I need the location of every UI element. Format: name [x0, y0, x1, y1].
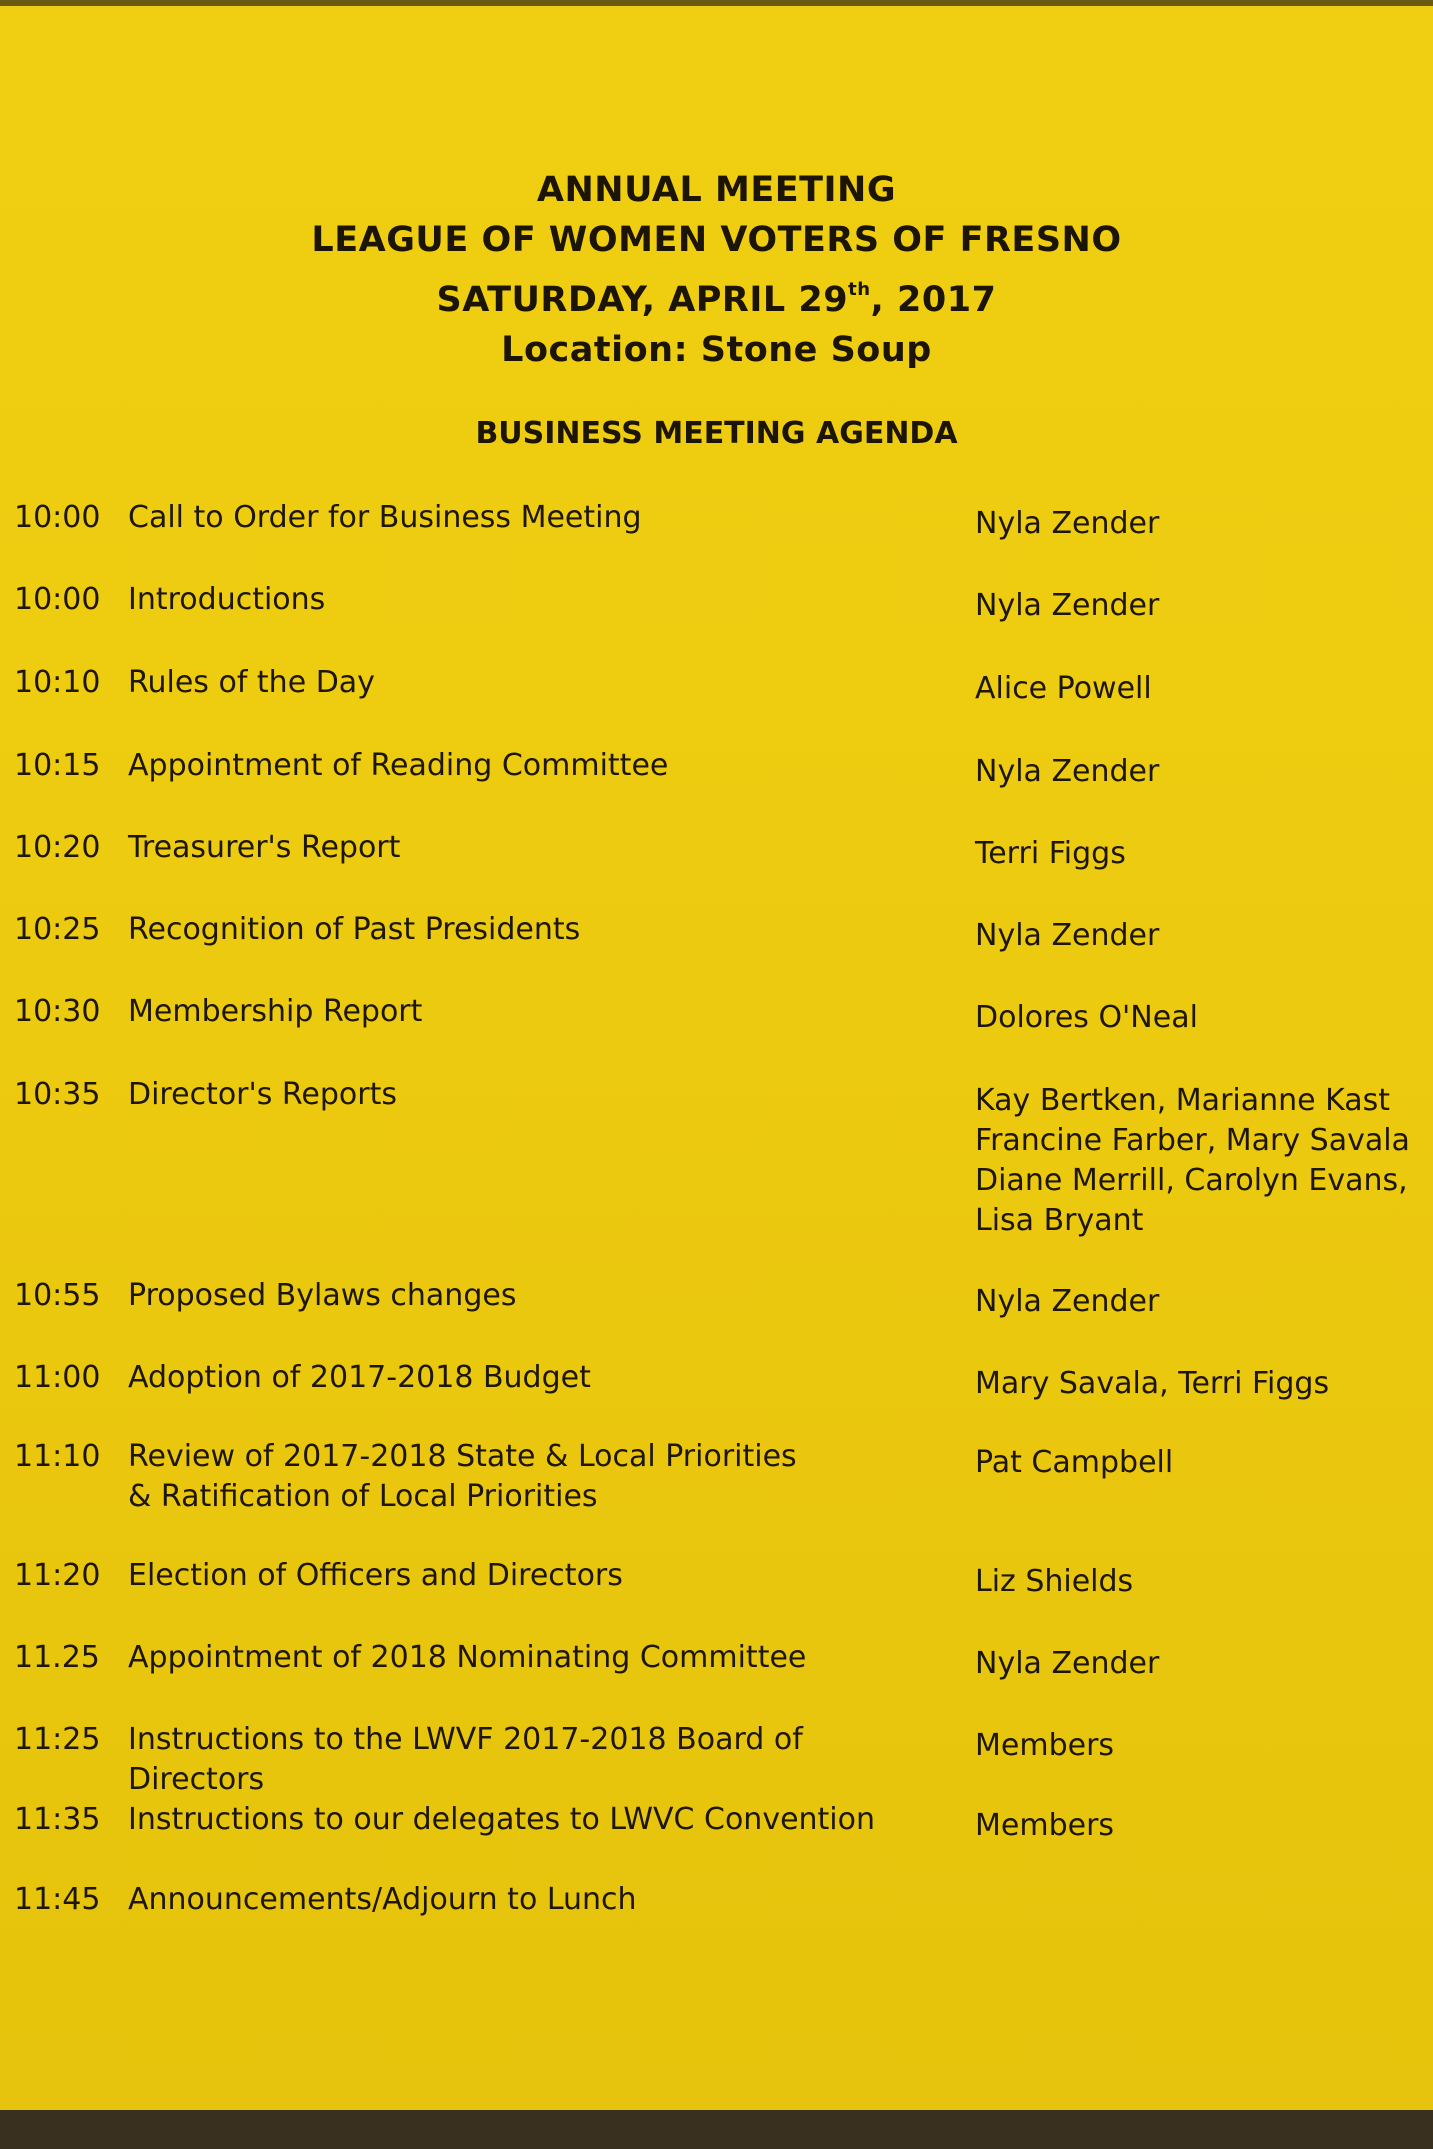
- agenda-presenter: Members: [975, 1728, 1115, 1763]
- agenda-item: Adoption of 2017-2018 Budget: [128, 1360, 591, 1395]
- paper-top-edge: [0, 0, 1433, 6]
- agenda-time: 10:30: [14, 994, 101, 1029]
- date-suffix: th: [848, 279, 871, 300]
- agenda-presenter: Nyla Zender: [975, 506, 1160, 541]
- agenda-time: 10:10: [14, 665, 101, 700]
- agenda-presenter: Dolores O'Neal: [975, 1000, 1198, 1035]
- agenda-title: BUSINESS MEETING AGENDA: [475, 416, 958, 451]
- agenda-item: Call to Order for Business Meeting: [128, 500, 642, 535]
- agenda-presenter: Nyla Zender: [975, 754, 1160, 789]
- agenda-item: Recognition of Past Presidents: [128, 912, 581, 947]
- agenda-time: 11:45: [14, 1882, 101, 1917]
- agenda-time: 10:55: [14, 1278, 101, 1313]
- agenda-item: Instructions to our delegates to LWVC Convention: [128, 1802, 876, 1837]
- header-line-2: LEAGUE OF WOMEN VOTERS OF FRESNO: [311, 220, 1122, 260]
- agenda-item: Announcements/Adjourn to Lunch: [128, 1882, 637, 1917]
- agenda-item: Introductions: [128, 582, 326, 617]
- agenda-time: 10:15: [14, 748, 101, 783]
- agenda-time: 10:35: [14, 1077, 101, 1112]
- agenda-presenter: Nyla Zender: [975, 588, 1160, 623]
- agenda-time: 10:20: [14, 830, 101, 865]
- meeting-header: [0, 165, 1433, 375]
- agenda-time: 10:00: [14, 500, 101, 535]
- agenda-time: 11:35: [14, 1802, 101, 1837]
- table-surface: [0, 2110, 1433, 2149]
- agenda-presenter: Nyla Zender: [975, 1284, 1160, 1319]
- agenda-item: Appointment of 2018 Nominating Committee: [128, 1640, 807, 1675]
- agenda-time: 11:10: [14, 1439, 101, 1474]
- agenda-presenter: Nyla Zender: [975, 1646, 1160, 1681]
- date-year: , 2017: [870, 280, 997, 320]
- agenda-presenter: Liz Shields: [975, 1564, 1134, 1599]
- agenda-item: Rules of the Day: [128, 665, 375, 700]
- agenda-item: Election of Officers and Directors: [128, 1558, 623, 1593]
- agenda-time: 11.25: [14, 1640, 100, 1675]
- agenda-presenter: Pat Campbell: [975, 1445, 1174, 1480]
- agenda-presenter: Alice Powell: [975, 671, 1152, 706]
- header-location: Location: Stone Soup: [501, 330, 932, 370]
- agenda-presenter: Mary Savala, Terri Figgs: [975, 1366, 1330, 1401]
- agenda-item: Proposed Bylaws changes: [128, 1278, 517, 1313]
- agenda-presenter: Terri Figgs: [975, 836, 1126, 871]
- agenda-item: Membership Report: [128, 994, 423, 1029]
- agenda-time: 11:00: [14, 1360, 101, 1395]
- agenda-presenter: Nyla Zender: [975, 918, 1160, 953]
- date-text: SATURDAY, APRIL 29: [436, 280, 849, 320]
- agenda-time: 10:00: [14, 582, 101, 617]
- agenda-presenter: Members: [975, 1808, 1115, 1843]
- agenda-time: 10:25: [14, 912, 101, 947]
- agenda-time: 11:25: [14, 1722, 101, 1757]
- agenda-time: 11:20: [14, 1558, 101, 1593]
- header-line-3: [0, 265, 1433, 325]
- agenda-item: Review of 2017-2018 State & Local Priorities & Ratification of Local Priorities: [128, 1439, 797, 1514]
- agenda-item: Appointment of Reading Committee: [128, 748, 669, 783]
- agenda-item: Director's Reports: [128, 1077, 398, 1112]
- agenda-presenter: Kay Bertken, Marianne Kast Francine Farber, Mary Savala Diane Merrill, Carolyn Evans, Lisa Bryant: [975, 1083, 1410, 1238]
- header-line-1: ANNUAL MEETING: [536, 170, 897, 210]
- agenda-item: Treasurer's Report: [128, 830, 401, 865]
- agenda-item: Instructions to the LWVF 2017-2018 Board of Directors: [128, 1722, 803, 1797]
